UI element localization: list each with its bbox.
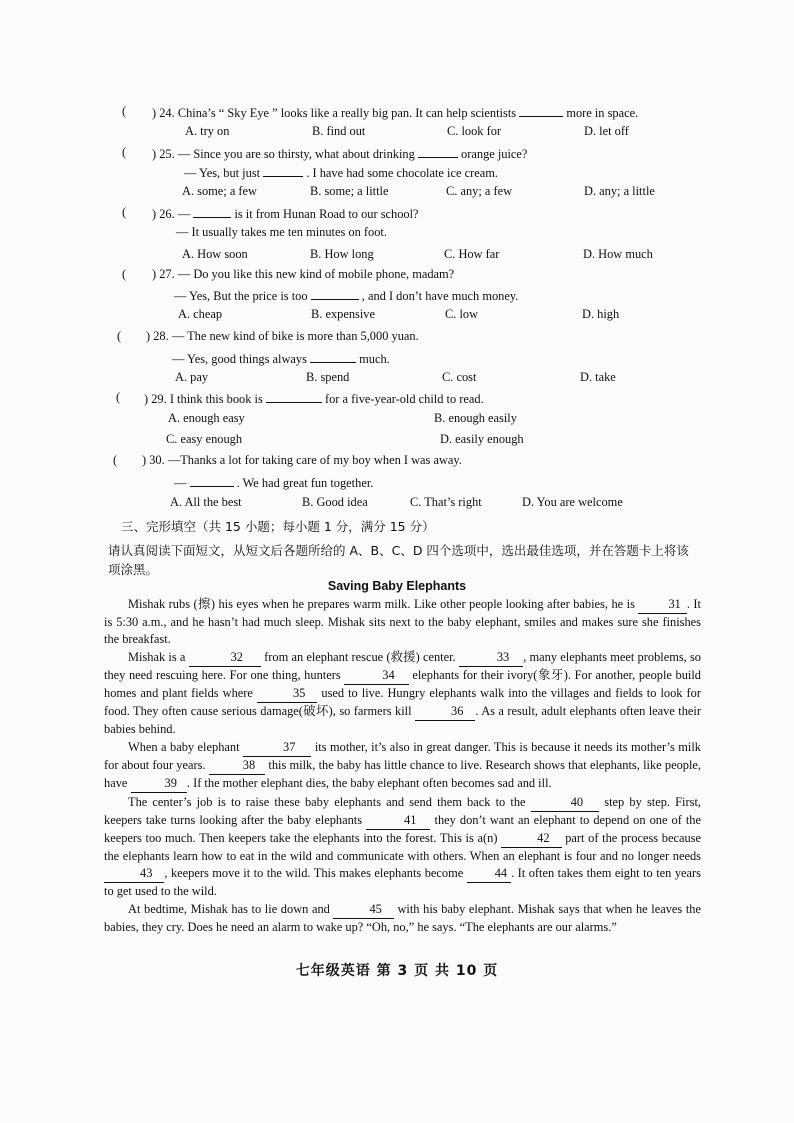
option-b: B. Good idea bbox=[302, 495, 368, 509]
answer-blank bbox=[519, 104, 563, 117]
dialogue-line: . I have had some chocolate ice cream. bbox=[306, 166, 498, 180]
question-number: ) 24. bbox=[152, 106, 175, 120]
blank-35: 35 bbox=[257, 685, 317, 703]
answer-paren: ( bbox=[122, 205, 127, 219]
question-stem: orange juice? bbox=[461, 147, 528, 161]
answer-blank bbox=[263, 164, 303, 177]
paragraph-1: Mishak rubs (擦) his eyes when he prepares warm milk. Like other people looking after babies, he is 31 . It is 5:30 a.m., and he hasn’t had much sleep. Mishak sits next to the baby elephant, smiles and makes sure she finishes the breakfast. bbox=[104, 597, 701, 646]
answer-blank bbox=[266, 390, 322, 403]
blank-41: 41 bbox=[366, 812, 430, 830]
option-d: D. How much bbox=[583, 247, 653, 261]
dialogue-line: — bbox=[174, 476, 187, 490]
option-c: C. any; a few bbox=[446, 184, 513, 198]
blank-31: 31 bbox=[638, 596, 686, 614]
blank-42: 42 bbox=[501, 830, 561, 848]
option-a: A. All the best bbox=[170, 495, 242, 509]
dialogue-line: — Yes, good things always bbox=[172, 352, 307, 366]
option-a: A. some; a few bbox=[182, 184, 258, 198]
option-d: D. high bbox=[582, 307, 620, 321]
blank-33: 33 bbox=[459, 649, 523, 667]
dialogue-line: — Yes, But the price is too bbox=[174, 289, 308, 303]
blank-43: 43 bbox=[104, 865, 164, 883]
blank-38: 38 bbox=[209, 757, 265, 775]
answer-paren: ( bbox=[116, 390, 121, 404]
question-stem: — Since you are so thirsty, what about drinking bbox=[177, 147, 415, 161]
answer-paren: ( bbox=[117, 329, 122, 343]
option-b: B. find out bbox=[312, 124, 366, 138]
option-d: D. let off bbox=[584, 124, 629, 138]
paragraph-3: When a baby elephant 37 its mother, it’s also in great danger. This is because it needs its mother’s milk for about four years. 38 this milk, the baby has little chance to live. Research shows that elephants, like people, have 39 . If the mother elephant dies, the baby elephant often becomes sad and ill. bbox=[104, 739, 701, 793]
option-b: B. spend bbox=[306, 370, 350, 384]
option-b: B. some; a little bbox=[310, 184, 389, 198]
option-b: B. expensive bbox=[311, 307, 376, 321]
answer-paren: ( bbox=[113, 453, 118, 467]
option-a: A. enough easy bbox=[168, 411, 245, 425]
option-a: A. try on bbox=[185, 124, 230, 138]
question-number: ) 29. bbox=[144, 392, 167, 406]
question-stem: I think this book is bbox=[169, 392, 263, 406]
section-heading: 三、完形填空（共 15 小题；每小题 1 分，满分 15 分） bbox=[121, 519, 435, 534]
option-c: C. How far bbox=[444, 247, 500, 261]
paragraph-4: The center’s job is to raise these baby elephants and send them back to the 40 step by step. First, keepers take turns looking after the baby elephants 41 they don’t want an elephant to depend on one of the keepers too much. Then keepers take the elephants into the forest. This is a(n) 42 part of the process because the elephants learn how to eat in the wild and communicate with others. When an elephant is four and no longer needs 43 , keepers move it to the wild. This makes elephants become 44 . It often takes them eight to ten years to get used to the wild. bbox=[104, 795, 702, 898]
question-number: ) 28. bbox=[146, 329, 169, 343]
answer-blank bbox=[418, 145, 458, 158]
option-a: A. cheap bbox=[178, 307, 223, 321]
option-c: C. look for bbox=[447, 124, 502, 138]
question-number: ) 30. bbox=[142, 453, 165, 467]
answer-blank bbox=[193, 205, 231, 218]
blank-45: 45 bbox=[333, 901, 393, 919]
page-footer: 七年级英语 第 3 页 共 10 页 bbox=[295, 963, 499, 979]
paragraph-5: At bedtime, Mishak has to lie down and 45 with his baby elephant. Mishak says that when he leaves the babies, they cry. Does he need an alarm to wake up? “Oh, no,” he says. “The elephants are our alarms.” bbox=[104, 902, 701, 934]
blank-39: 39 bbox=[131, 775, 187, 793]
option-d: D. any; a little bbox=[584, 184, 655, 198]
option-d: D. take bbox=[580, 370, 616, 384]
option-c: C. That’s right bbox=[410, 495, 482, 509]
dialogue-line: — Yes, but just bbox=[184, 166, 261, 180]
option-a: A. pay bbox=[175, 370, 209, 384]
blank-40: 40 bbox=[531, 794, 599, 812]
passage-title: Saving Baby Elephants bbox=[327, 579, 467, 593]
question-number: ) 26. bbox=[152, 207, 175, 221]
blank-44: 44 bbox=[467, 865, 511, 883]
option-c: C. easy enough bbox=[166, 432, 243, 446]
answer-blank bbox=[311, 287, 359, 300]
option-c: C. low bbox=[445, 307, 479, 321]
option-a: A. How soon bbox=[182, 247, 248, 261]
blank-37: 37 bbox=[243, 739, 311, 757]
blank-34: 34 bbox=[344, 667, 408, 685]
option-d: D. You are welcome bbox=[522, 495, 623, 509]
answer-paren: ( bbox=[122, 104, 127, 118]
question-stem: China’s “ Sky Eye ” looks like a really big pan. It can help scientists bbox=[177, 106, 517, 120]
option-b: B. How long bbox=[310, 247, 374, 261]
question-stem: —Thanks a lot for taking care of my boy when I was away. bbox=[167, 453, 462, 467]
question-stem: for a five-year-old child to read. bbox=[324, 392, 484, 406]
section-instruction: 请认真阅读下面短文，从短文后各题所给的 A、B、C、D 四个选项中，选出最佳选项，并在答题卡上将该项涂黑。 bbox=[108, 543, 689, 577]
question-number: ) 27. bbox=[152, 267, 175, 281]
question-stem: — bbox=[177, 207, 191, 221]
option-b: B. enough easily bbox=[434, 411, 517, 425]
dialogue-line: — It usually takes me ten minutes on foot. bbox=[176, 225, 387, 239]
question-stem: — Do you like this new kind of mobile phone, madam? bbox=[177, 267, 455, 281]
paragraph-2: Mishak is a 32 from an elephant rescue (救援) center. 33 , many elephants meet problems, so they need rescuing here. For one thing, hunters 34 elephants for their ivory(象牙). For another, people build homes and plant fields where 35 used to live. Hungry elephants walk into the villages and fields to look for food. They often cause serious damage(破坏), so farmers kill 36 . As a result, adult elephants often leave their babies behind. bbox=[104, 650, 702, 736]
option-d: D. easily enough bbox=[440, 432, 524, 446]
passage-body bbox=[104, 596, 701, 936]
dialogue-line: . We had great fun together. bbox=[236, 476, 374, 490]
answer-blank bbox=[310, 350, 356, 363]
question-stem: is it from Hunan Road to our school? bbox=[234, 207, 419, 221]
blank-36: 36 bbox=[415, 703, 475, 721]
dialogue-line: much. bbox=[359, 352, 390, 366]
blank-32: 32 bbox=[189, 649, 261, 667]
question-stem: more in space. bbox=[566, 106, 639, 120]
dialogue-line: , and I don’t have much money. bbox=[361, 289, 519, 303]
answer-paren: ( bbox=[122, 145, 127, 159]
option-c: C. cost bbox=[442, 370, 477, 384]
answer-blank bbox=[190, 474, 234, 487]
question-stem: — The new kind of bike is more than 5,000 yuan. bbox=[171, 329, 419, 343]
question-number: ) 25. bbox=[152, 147, 175, 161]
answer-paren: ( bbox=[122, 267, 127, 281]
